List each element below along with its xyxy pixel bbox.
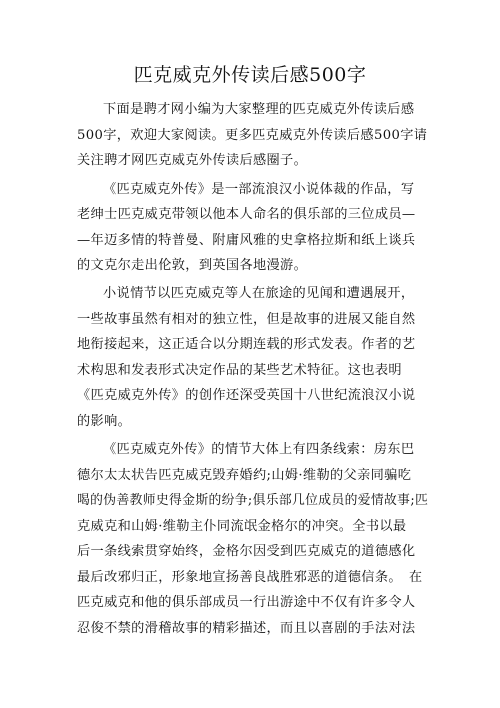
paragraph-2-line-3: —年迈多情的特普曼、附庸风雅的史拿格拉斯和纸上谈兵 [77,233,416,248]
paragraph-2-line-2: 老绅士匹克威克带领以他本人命名的俱乐部的三位成员— [77,207,416,222]
document-title: 匹克威克外传读后感500字 [133,64,367,86]
paragraph-4-line-5: 后一条线索贯穿始终，金格尔因受到匹克威克的道德感化 [77,544,416,559]
paragraph-4-line-7: 匹克威克和他的俱乐部成员一行出游途中不仅有许多令人 [77,595,416,610]
paragraph-1-line-1: 下面是聘才网小编为大家整理的匹克威克外传读后感 [103,102,415,117]
paragraph-2-line-1: 《匹克威克外传》是一部流浪汉小说体裁的作品，写 [103,182,415,197]
paragraph-1-line-2: 500字，欢迎大家阅读。更多匹克威克外传读后感500字请 [77,128,428,143]
paragraph-4-line-1: 《匹克威克外传》的情节大体上有四条线索：房东巴 [103,442,415,457]
paragraph-3-line-6: 的影响。 [77,414,132,429]
paragraph-1-line-3: 关注聘才网匹克威克外传读后感圈子。 [77,153,308,168]
paragraph-4-line-2: 德尔太太状告匹克威克毁弃婚约;山姆·维勒的父亲同骗吃 [77,468,412,483]
paragraph-4-line-6: 最后改邪归正，形象地宣扬善良战胜邪恶的道德信条。 在 [77,570,423,585]
paragraph-3-line-4: 术构思和发表形式决定作品的某些艺术特征。这也表明 [77,363,402,378]
paragraph-3-line-5: 《匹克威克外传》的创作还深受英国十八世纪流浪汉小说 [77,388,416,403]
paragraph-4-line-3: 喝的伪善教师史得金斯的纷争;俱乐部几位成员的爱情故事;匹 [77,493,429,508]
paragraph-4-line-4: 克威克和山姆·维勒主仆同流氓金格尔的冲突。全书以最 [77,519,407,534]
paragraph-4-line-8: 忍俊不禁的滑稽故事的精彩描述，而且以喜剧的手法对法 [77,621,416,636]
paragraph-3-line-3: 地衔接起来，这正适合以分期连载的形式发表。作者的艺 [77,337,416,352]
paragraph-3-line-2: 一些故事虽然有相对的独立性，但是故事的进展又能自然 [77,312,416,327]
paragraph-3-line-1: 小说情节以匹克威克等人在旅途的见闻和遭遇展开， [103,286,415,301]
paragraph-2-line-4: 的文克尔走出伦敦，到英国各地漫游。 [77,258,308,273]
